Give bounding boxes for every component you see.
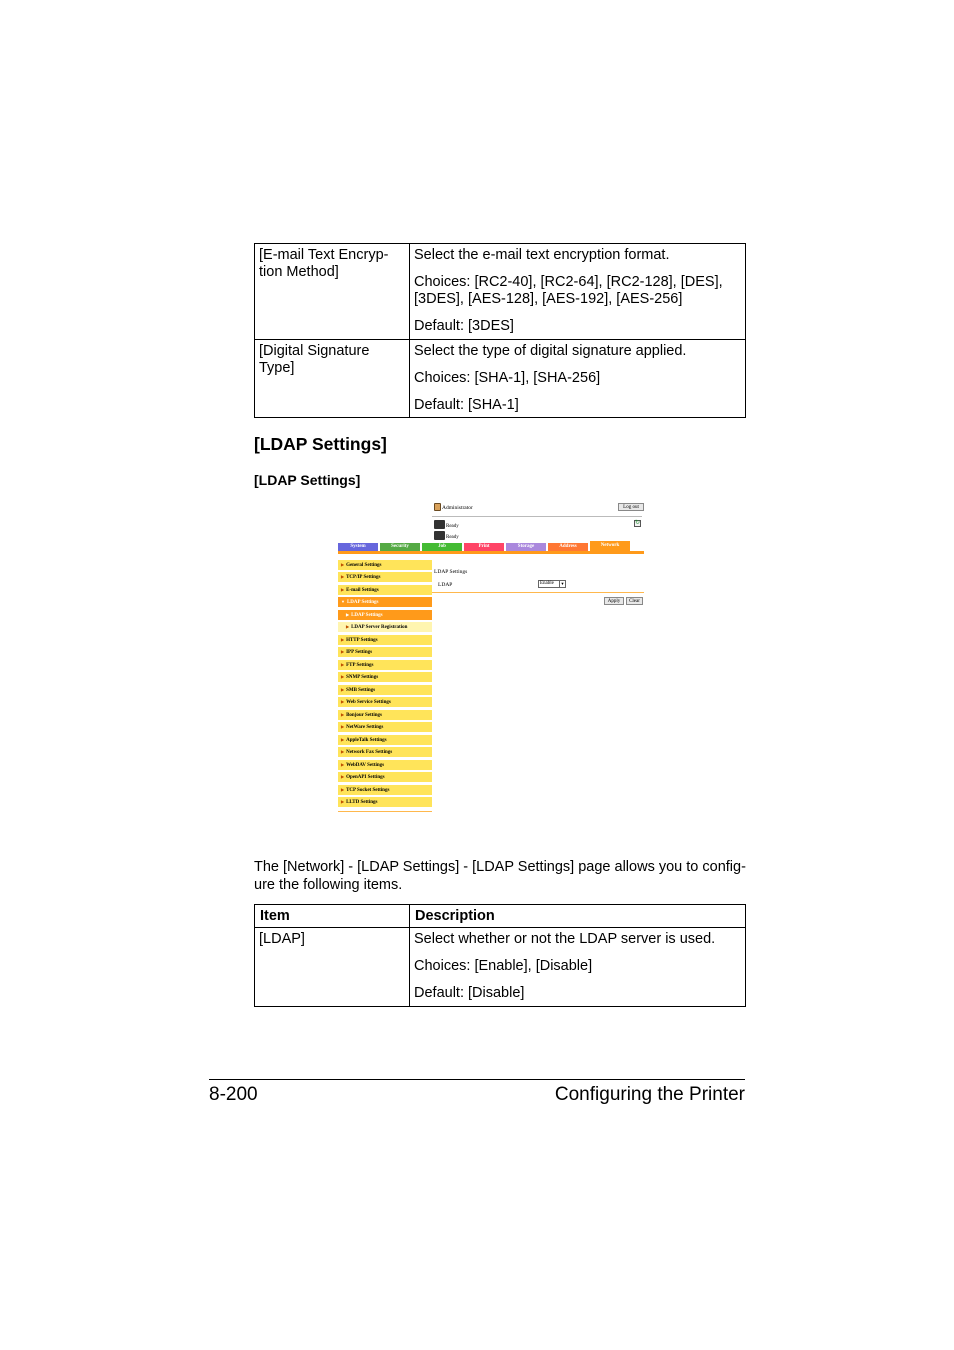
apply-button[interactable]: Apply xyxy=(604,597,624,605)
table-row xyxy=(255,928,746,1007)
footer-divider xyxy=(209,1079,745,1080)
sidebar-item-web-service-settings[interactable] xyxy=(338,697,432,707)
scanner-status-icon xyxy=(434,531,445,540)
item-label: [LDAP] xyxy=(259,931,305,947)
sidebar-item-label: LDAP Settings xyxy=(346,600,379,605)
arrow-right-icon: ▶ xyxy=(341,649,345,654)
arrow-right-icon: ▶ xyxy=(341,687,345,692)
column-header-description: Description xyxy=(410,905,746,928)
arrow-down-icon: ▼ xyxy=(341,599,345,604)
sidebar-item-label: Web Service Settings xyxy=(346,700,391,705)
arrow-right-icon: ▶ xyxy=(341,699,345,704)
sidebar-item-tcpip-settings[interactable] xyxy=(338,572,432,582)
table-header-row xyxy=(255,905,746,928)
sidebar-item-http-settings[interactable] xyxy=(338,635,432,645)
ldap-settings-screenshot xyxy=(336,500,646,818)
sidebar-bottom-line xyxy=(338,811,432,812)
description-text: Select the type of digital signature applied. xyxy=(414,343,687,359)
sidebar-item-label: NetWare Settings xyxy=(346,725,384,730)
description-text: Select whether or not the LDAP server is used. xyxy=(414,931,716,947)
tab-job[interactable]: Job xyxy=(422,543,462,551)
choices-text: Choices: [Enable], [Disable] xyxy=(414,958,593,974)
choices-line: Choices: [RC2-40], [RC2-64], [RC2-128], [DES], xyxy=(414,274,723,290)
sidebar-item-email-settings[interactable] xyxy=(338,585,432,595)
arrow-right-icon: ▶ xyxy=(341,587,345,592)
item-label: [E-mail Text Encryp- xyxy=(259,247,389,263)
sidebar-item-openapi-settings[interactable] xyxy=(338,772,432,782)
administrator-icon xyxy=(434,503,441,511)
sidebar-item-label: Network Fax Settings xyxy=(346,750,393,755)
item-label: [Digital Signature Type] xyxy=(259,343,370,376)
choices-line: [3DES], [AES-128], [AES-192], [AES-256] xyxy=(414,291,683,307)
arrow-right-icon: ▶ xyxy=(346,612,350,617)
arrow-right-icon: ▶ xyxy=(341,762,345,767)
printer-status-icon xyxy=(434,520,445,529)
choices-text xyxy=(414,274,741,308)
arrow-right-icon: ▶ xyxy=(341,799,345,804)
default-text: Default: [3DES] xyxy=(414,318,514,334)
body-paragraph xyxy=(254,858,746,894)
item-label: tion Method] xyxy=(259,264,339,280)
body-line: ure the following items. xyxy=(254,877,403,893)
ldap-select[interactable] xyxy=(538,580,566,588)
arrow-right-icon: ▶ xyxy=(341,674,345,679)
sidebar-item-label: SNMP Settings xyxy=(346,675,379,680)
default-text: Default: [SHA-1] xyxy=(414,397,519,413)
arrow-right-icon: ▶ xyxy=(341,774,345,779)
table-cell-description xyxy=(410,244,746,340)
sidebar-item-label: LLTD Settings xyxy=(346,800,378,805)
scanner-status: Ready xyxy=(446,535,459,540)
table-cell-item xyxy=(255,928,410,1007)
table-cell-description xyxy=(410,928,746,1007)
sidebar-item-network-fax-settings[interactable] xyxy=(338,747,432,757)
body-line: The [Network] - [LDAP Settings] - [LDAP Settings] page allows you to config- xyxy=(254,859,746,875)
arrow-right-icon: ▶ xyxy=(341,662,345,667)
arrow-right-icon: ▶ xyxy=(346,624,350,629)
sidebar-item-label: IPP Settings xyxy=(346,650,373,655)
tab-security[interactable]: Security xyxy=(380,543,420,551)
sidebar-item-snmp-settings[interactable] xyxy=(338,672,432,682)
settings-table-top xyxy=(254,243,746,418)
sidebar-item-ftp-settings[interactable] xyxy=(338,660,432,670)
section-heading: [LDAP Settings] xyxy=(254,434,387,454)
table-row xyxy=(255,244,746,340)
sidebar-subitem-ldap-settings[interactable] xyxy=(338,610,432,620)
arrow-right-icon: ▶ xyxy=(341,574,345,579)
sidebar-item-label: AppleTalk Settings xyxy=(346,738,387,743)
clear-button[interactable]: Clear xyxy=(626,597,643,605)
form-title: LDAP Settings xyxy=(434,569,468,575)
sidebar-item-netware-settings[interactable] xyxy=(338,722,432,732)
sidebar-subitem-ldap-server-registration[interactable] xyxy=(338,622,432,632)
sidebar-item-lltd-settings[interactable] xyxy=(338,797,432,807)
tab-print[interactable]: Print xyxy=(464,543,504,551)
sidebar-item-label: OpenAPI Settings xyxy=(346,775,385,780)
arrow-right-icon: ▶ xyxy=(341,724,345,729)
sidebar-item-ldap-settings[interactable] xyxy=(338,597,432,607)
refresh-icon[interactable]: ↻ xyxy=(635,520,641,526)
tab-network[interactable]: Network xyxy=(590,541,630,551)
sidebar-item-bonjour-settings[interactable] xyxy=(338,710,432,720)
logout-button[interactable]: Log out xyxy=(618,503,644,511)
description-text: Select the e-mail text encryption format. xyxy=(414,247,670,263)
ldap-items-table xyxy=(254,904,746,1007)
table-cell-item xyxy=(255,244,410,340)
chevron-down-icon: ▼ xyxy=(560,581,565,586)
table-row xyxy=(255,340,746,418)
sidebar-item-label: E-mail Settings xyxy=(346,588,379,593)
sidebar-item-label: Bonjour Settings xyxy=(346,713,382,718)
arrow-right-icon: ▶ xyxy=(341,637,345,642)
tab-underline xyxy=(338,551,644,554)
default-text: Default: [Disable] xyxy=(414,985,525,1001)
table-cell-description xyxy=(410,340,746,418)
footer-title: Configuring the Printer xyxy=(554,1084,745,1105)
user-label: Administrator xyxy=(442,505,473,511)
arrow-right-icon: ▶ xyxy=(341,749,345,754)
arrow-right-icon: ▶ xyxy=(341,562,345,567)
tab-address[interactable]: Address xyxy=(548,543,588,551)
arrow-right-icon: ▶ xyxy=(341,712,345,717)
arrow-right-icon: ▶ xyxy=(341,787,345,792)
sidebar-item-label: WebDAV Settings xyxy=(346,763,385,768)
sidebar-item-tcp-socket-settings[interactable] xyxy=(338,785,432,795)
printer-status: Ready xyxy=(446,524,459,529)
page-number: 8-200 xyxy=(209,1084,258,1105)
choices-text: Choices: [SHA-1], [SHA-256] xyxy=(414,370,601,386)
sidebar-item-appletalk-settings[interactable] xyxy=(338,735,432,745)
ldap-select-value: Enable xyxy=(540,581,554,586)
sidebar-item-label: FTP Settings xyxy=(346,663,374,668)
sidebar-item-label: TCP/IP Settings xyxy=(346,575,381,580)
sidebar-item-webdav-settings[interactable] xyxy=(338,760,432,770)
form-divider xyxy=(432,592,644,593)
header-divider xyxy=(432,516,642,517)
tab-storage[interactable]: Storage xyxy=(506,543,546,551)
sidebar-item-label: TCP Socket Settings xyxy=(346,788,390,793)
table-cell-item xyxy=(255,340,410,418)
sidebar-item-smb-settings[interactable] xyxy=(338,685,432,695)
sidebar-item-label: General Settings xyxy=(346,563,382,568)
tab-system[interactable]: System xyxy=(338,543,378,551)
sidebar-item-general-settings[interactable] xyxy=(338,560,432,570)
sidebar-item-label: HTTP Settings xyxy=(346,638,378,643)
sidebar-item-label: SMB Settings xyxy=(346,688,376,693)
arrow-right-icon: ▶ xyxy=(341,737,345,742)
ldap-field-label: LDAP xyxy=(438,582,453,588)
column-header-item: Item xyxy=(255,905,410,928)
sidebar-item-ipp-settings[interactable] xyxy=(338,647,432,657)
sub-heading: [LDAP Settings] xyxy=(254,472,361,488)
sidebar-item-label: LDAP Settings xyxy=(351,613,383,618)
sidebar-item-label: LDAP Server Registration xyxy=(351,625,408,630)
